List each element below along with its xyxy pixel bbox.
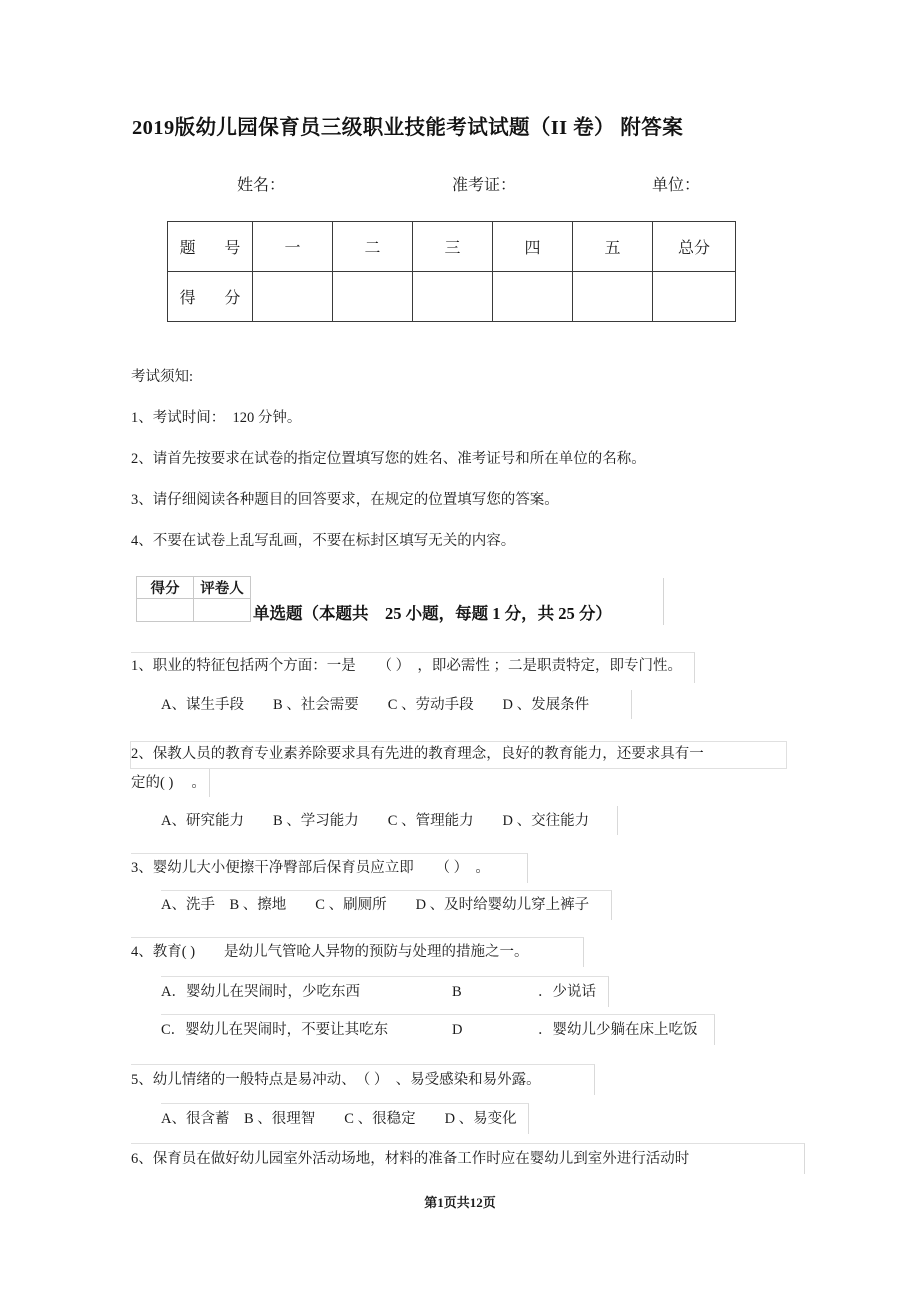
section-title: 单选题（本题共 25 小题，每题 1 分，共 25 分）: [253, 604, 612, 623]
question-2-stem-line-2: 定的( ) 。: [131, 775, 206, 791]
score-table-col-5: 五: [573, 222, 653, 272]
score-table-row-label-2: 得 分: [168, 272, 253, 322]
question-4-option-b-key: B: [452, 984, 462, 1000]
score-table-col-total: 总分: [653, 222, 736, 272]
grader-box-marker-label: 评卷人: [194, 577, 251, 599]
question-2-stem-line-1: 2、保教人员的教育专业素养除要求具有先进的教育理念，良好的教育能力，还要求具有一: [131, 746, 704, 762]
question-3-stem: 3、婴幼儿大小便擦干净臀部后保育员应立即 （ ） 。: [131, 860, 490, 876]
question-5-stem: 5、幼儿情绪的一般特点是易冲动、 （ ） 、易受感染和易外露。: [131, 1072, 541, 1088]
grader-box-score-label: 得分: [137, 577, 194, 599]
page-title: 2019版幼儿园保育员三级职业技能考试试题（II 卷） 附答案: [132, 117, 684, 139]
notice-item-4: 4、不要在试卷上乱写乱画，不要在标封区填写无关的内容。: [131, 533, 516, 549]
question-4-option-a: A．婴幼儿在哭闹时，少吃东西: [161, 984, 360, 1000]
name-label: 姓名：: [237, 177, 286, 194]
question-1-stem: 1、职业的特征包括两个方面：一是 （ ） ，即必需性 ；二是职责特定，即专门性。: [131, 658, 682, 674]
page-footer: 第1页共12页: [424, 1195, 496, 1210]
notice-heading: 考试须知:: [131, 369, 194, 385]
question-4-option-d-text: ．婴幼儿少躺在床上吃饭: [538, 1022, 698, 1038]
question-4-option-d-key: D: [452, 1022, 463, 1038]
question-5-options: A、很含蓄 B 、很理智 C 、很稳定 D 、易变化: [161, 1111, 517, 1127]
notice-item-2: 2、请首先按要求在试卷的指定位置填写您的姓名、准考证号和所在单位的名称。: [131, 451, 646, 467]
score-table-col-3: 三: [413, 222, 493, 272]
question-4-option-b-text: ．少说话: [538, 984, 596, 1000]
notice-item-3: 3、请仔细阅读各种题目的回答要求，在规定的位置填写您的答案。: [131, 492, 559, 508]
score-table-col-1: 一: [253, 222, 333, 272]
question-6-stem: 6、保育员在做好幼儿园室外活动场地，材料的准备工作时应在婴幼儿到室外进行活动时: [131, 1151, 690, 1167]
question-2-options: A、研究能力 B 、学习能力 C 、管理能力 D 、交往能力: [161, 813, 590, 829]
score-table-col-2: 二: [333, 222, 413, 272]
question-4-option-c: C．婴幼儿在哭闹时，不要让其吃东: [161, 1022, 389, 1038]
question-4-stem: 4、教育( ) 是幼儿气管呛人异物的预防与处理的措施之一。: [131, 944, 529, 960]
notice-item-1: 1、考试时间： 120 分钟。: [131, 410, 302, 426]
score-table-col-4: 四: [493, 222, 573, 272]
score-table-row-label-1: 题 号: [168, 222, 253, 272]
ticket-label: 准考证：: [452, 177, 517, 194]
question-1-options: A、谋生手段 B 、社会需要 C 、劳动手段 D 、发展条件: [161, 697, 590, 713]
question-3-options: A、洗手 B 、擦地 C 、刷厕所 D 、及时给婴幼儿穿上裤子: [161, 897, 590, 913]
unit-label: 单位：: [652, 177, 701, 194]
